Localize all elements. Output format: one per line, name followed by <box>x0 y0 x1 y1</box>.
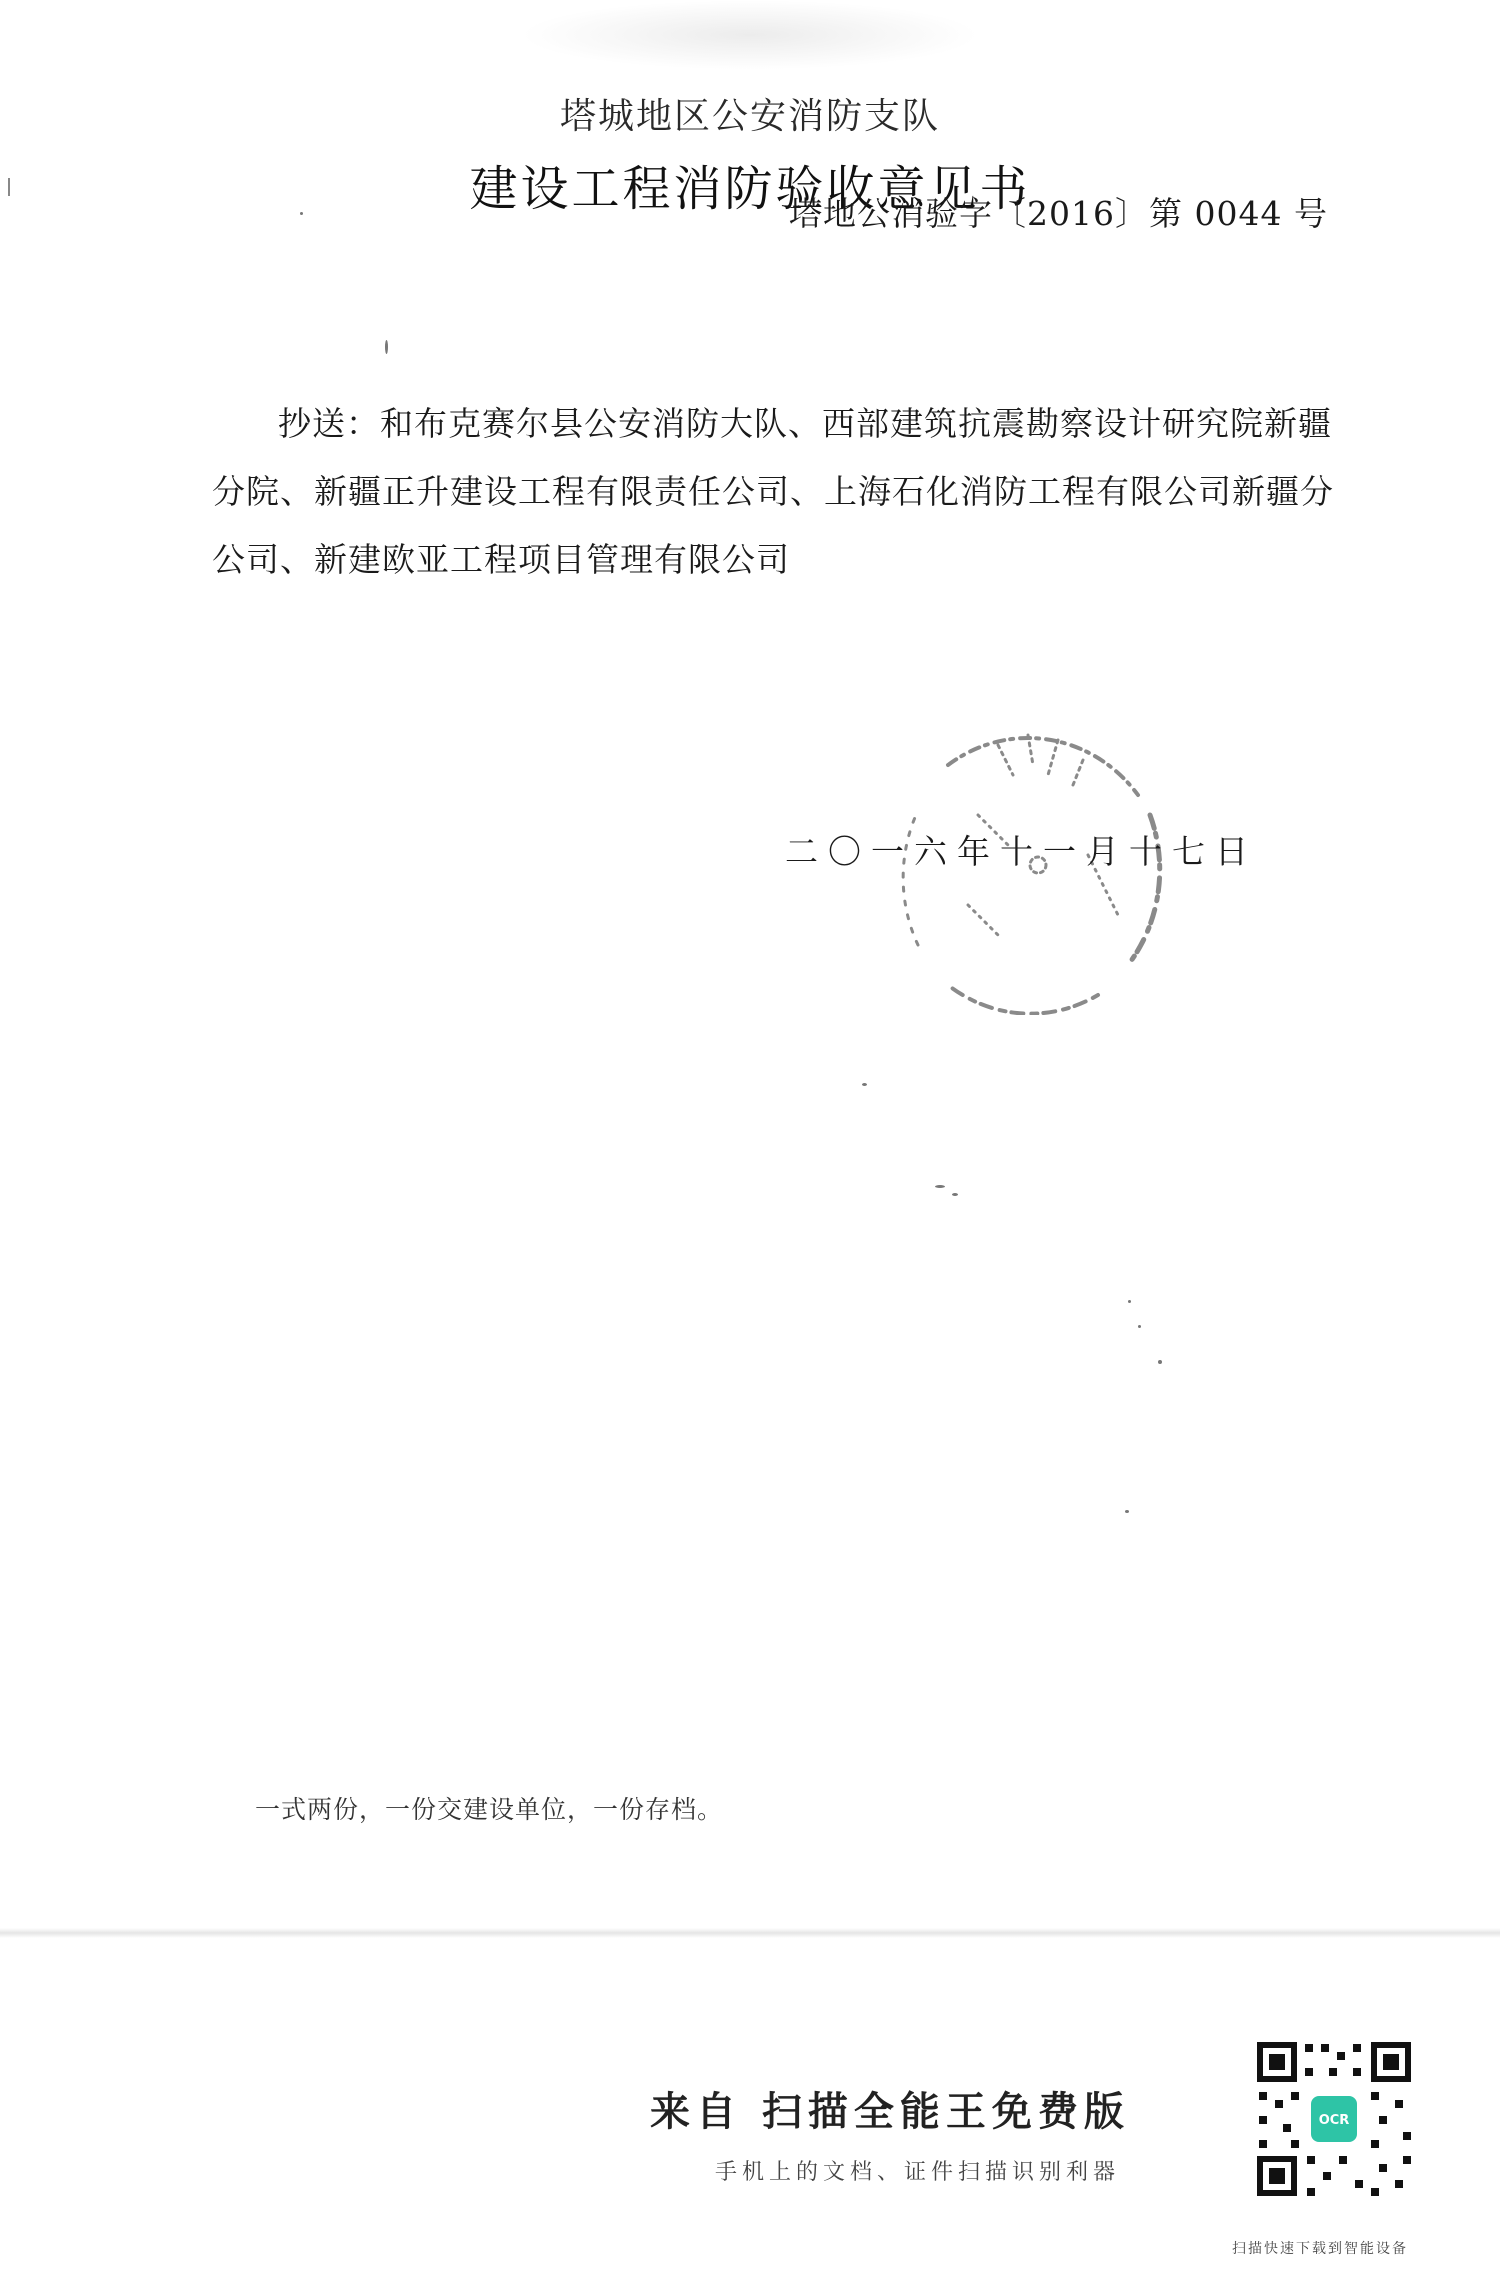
top-scan-smudge <box>520 0 980 70</box>
watermark-title: 来自 扫描全能王免费版 <box>650 2088 1130 2135</box>
document-date: 二〇一六年十一月十七日 <box>785 832 1258 871</box>
scan-fold-line <box>0 1928 1500 1938</box>
qr-code-icon[interactable] <box>1253 2038 1415 2200</box>
qr-caption: 扫描快速下载到智能设备 <box>1232 2241 1408 2257</box>
qr-badge-label: OCR <box>1318 2113 1350 2128</box>
document-title: 建设工程消防验收意见书 <box>469 161 1031 217</box>
cc-block <box>212 390 1337 594</box>
cc-label: 抄送： <box>278 404 380 443</box>
copies-note: 一式两份，一份交建设单位，一份存档。 <box>255 1795 724 1824</box>
document-number: 塔地公消验字〔2016〕第 0044 号 <box>789 194 1328 233</box>
watermark-subtitle: 手机上的文档、证件扫描识别利器 <box>715 2160 1121 2185</box>
cc-recipients: 和布克赛尔县公安消防大队、西部建筑抗震勘察设计研究院新疆分院、新疆正升建设工程有限责任公司、上海石化消防工程有限公司新疆分公司、新建欧亚工程项目管理有限公司 <box>212 404 1334 579</box>
issuer-name: 塔城地区公安消防支队 <box>559 96 940 137</box>
